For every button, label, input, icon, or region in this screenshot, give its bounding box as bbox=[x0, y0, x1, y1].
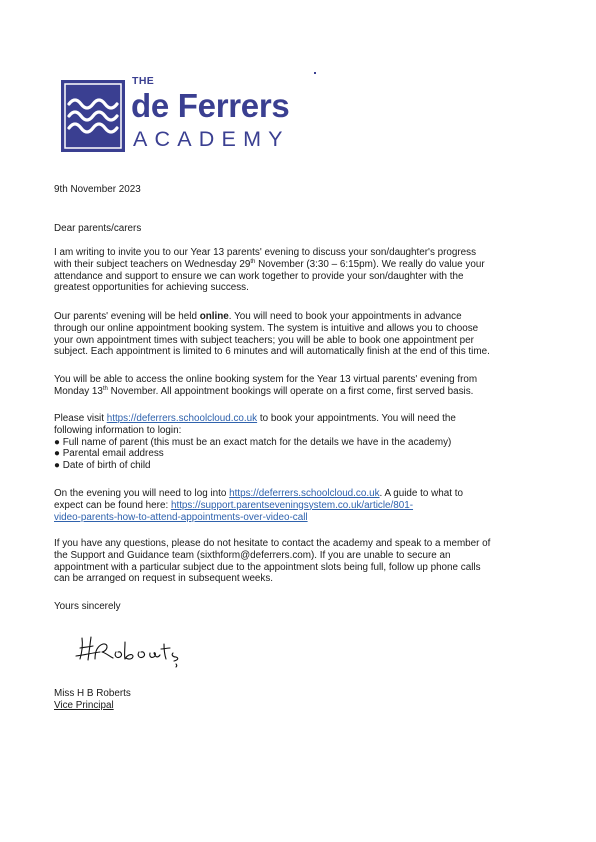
logo-academy-text: ACADEMY bbox=[133, 127, 290, 151]
closing: Yours sincerely bbox=[54, 601, 121, 612]
paragraph-invitation: I am writing to invite you to our Year 13 parents' evening to discuss your son/daughter's progress with their subject teachers on Wednesday 29th November (3:30 – 6:15pm). We really do value your attendance and support to ensure we can work together to provide your son/daughter with the greatest opportunities for achieving success. bbox=[54, 247, 485, 294]
salutation: Dear parents/carers bbox=[54, 223, 142, 234]
signer-block bbox=[54, 688, 524, 712]
signer-title: Vice Principal bbox=[54, 699, 114, 711]
logo-name-text: de Ferrers bbox=[131, 87, 290, 124]
signer-name: Miss H B Roberts bbox=[54, 688, 131, 699]
academy-logo bbox=[61, 72, 317, 154]
paragraph-login-info: Please visit https://deferrers.schoolcloud.co.uk to book your appointments. You will need the following information to login: ● Full name of parent (this must be an exact match for the details we have in the academy) ● Parental email address ● Date of birth of child bbox=[54, 413, 524, 472]
handwritten-signature bbox=[70, 628, 182, 674]
list-item: ● Parental email address bbox=[54, 448, 164, 460]
letter-date: 9th November 2023 bbox=[54, 184, 141, 195]
waves-emblem-icon bbox=[61, 80, 125, 152]
paragraph-online: Our parents' evening will be held online. You will need to book your appointments in advance through our online appointment booking system. The system is intuitive and allows you to choose your own appointment times with subject teachers; you will be able to book one appointment per subject. Each appointment is limited to 6 minutes and will automatically finish at the end of this time. bbox=[54, 311, 490, 358]
login-link[interactable]: https://deferrers.schoolcloud.co.uk bbox=[229, 488, 380, 499]
guide-link[interactable]: https://support.parentseveningsystem.co.uk/article/801- bbox=[170, 499, 414, 511]
list-item: ● Full name of parent (this must be an exact match for the details we have in the academy) bbox=[54, 436, 452, 448]
logo-corner-mark bbox=[314, 72, 316, 74]
paragraph-evening: On the evening you will need to log into https://deferrers.schoolcloud.co.uk. A guide to what to expect can be found here: https://support.parentseveningsystem.co.uk/article/801- video-parents-how-to-attend-appointments-over-video-call bbox=[54, 488, 463, 523]
paragraph-questions: If you have any questions, please do not hesitate to contact the academy and speak to a member of the Support and Guidance team (sixthform@deferrers.com). If you are unable to secure an appointment with a particular subject due to the appointment slots being full, follow up phone calls can be arranged on request in subsequent weeks. bbox=[54, 538, 491, 585]
booking-link[interactable]: https://deferrers.schoolcloud.co.uk bbox=[106, 413, 258, 424]
list-item: ● Date of birth of child bbox=[54, 460, 151, 472]
guide-link-continued[interactable]: video-parents-how-to-attend-appointments-over-video-call bbox=[54, 511, 308, 523]
paragraph-booking: You will be able to access the online booking system for the Year 13 virtual parents' evening from Monday 13th November. All appointment bookings will operate on a first come, first served basis. bbox=[54, 374, 478, 397]
logo-the-text: THE bbox=[132, 75, 155, 87]
